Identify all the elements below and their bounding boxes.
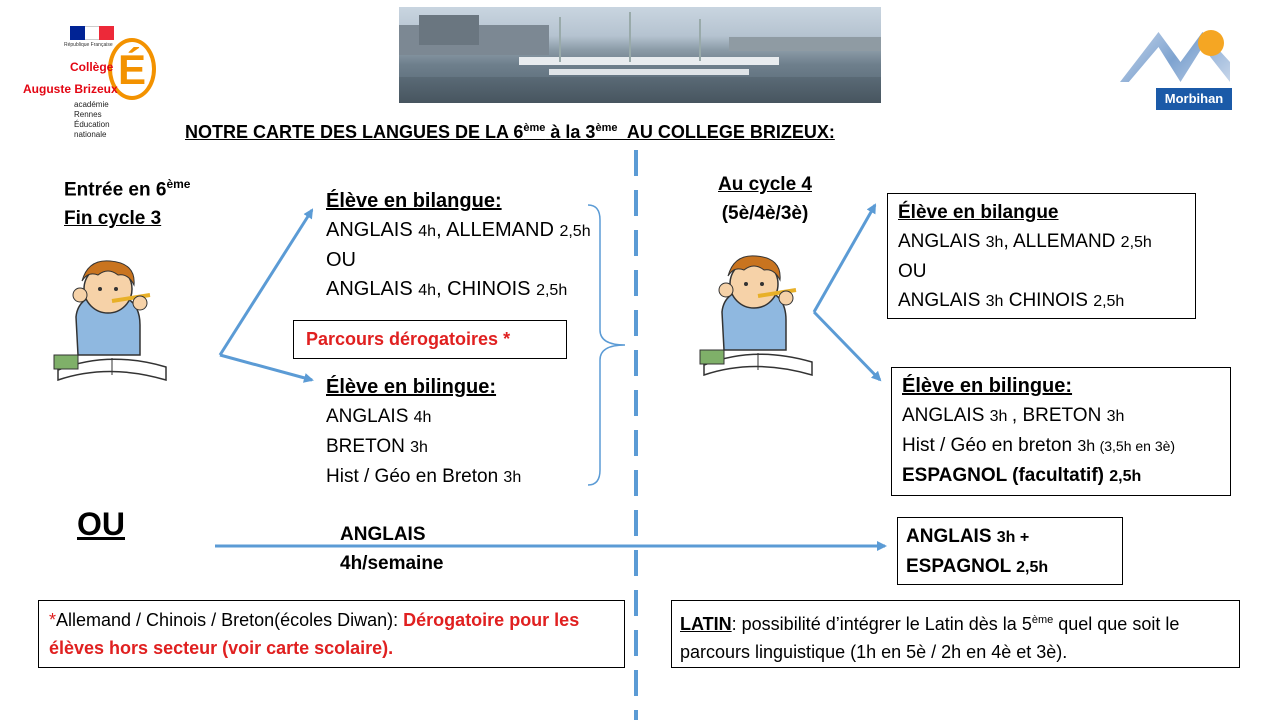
harbor-photo <box>399 7 881 103</box>
left-bilangue-block: Élève en bilangue: ANGLAIS 4h, ALLEMAND 2,5h OU ANGLAIS 4h, CHINOIS 2,5h <box>326 187 591 305</box>
morbihan-label: Morbihan <box>1156 88 1232 110</box>
academie-text: académie Rennes Éducation nationale <box>74 100 110 139</box>
left-bilingue-title: Élève en bilingue: <box>326 376 497 398</box>
college-logo <box>20 24 170 150</box>
entry-label: Entrée en 6ème Fin cycle 3 <box>64 170 190 233</box>
footer-derogation-box: *Allemand / Chinois / Breton(écoles Diwan): Dérogatoire pour les élèves hors secteur (voir carte scolaire). <box>38 600 625 668</box>
page-title: NOTRE CARTE DES LANGUES DE LA 6ème à la 3ème AU COLLEGE BRIZEUX: <box>185 122 835 142</box>
republique-text: République Française <box>64 42 113 48</box>
parcours-derogatoires-box: Parcours dérogatoires * <box>293 320 567 359</box>
anglais-4h-label: ANGLAIS 4h/semaine <box>340 524 444 574</box>
left-bilangue-title: Élève en bilangue: <box>326 190 502 212</box>
college-name-2: Auguste Brizeux <box>23 82 118 96</box>
republique-flag <box>70 26 114 40</box>
left-bilingue-block: Élève en bilingue: ANGLAIS 4h BRETON 3h Hist / Géo en Breton 3h <box>326 373 521 492</box>
ou-label: OU <box>77 506 125 542</box>
morbihan-logo <box>1120 12 1260 112</box>
cycle-4-label: Au cycle 4 (5è/4è/3è) <box>718 174 812 224</box>
brace <box>588 205 625 485</box>
fin-cycle-3: Fin cycle 3 <box>64 208 162 230</box>
student-reading-illustration <box>48 255 173 383</box>
arrow-right-up <box>814 205 875 312</box>
arrow-right-down <box>814 312 880 380</box>
anglais-espagnol-box: ANGLAIS 3h + ESPAGNOL 2,5h <box>897 517 1123 585</box>
student-reading-illustration-2 <box>694 250 819 378</box>
footer-latin-box: LATIN: possibilité d’intégrer le Latin dès la 5ème quel que soit le parcours linguistique (1h en 5è / 2h en 4è et 3è). <box>671 600 1240 668</box>
right-bilingue-box: Élève en bilingue: ANGLAIS 3h , BRETON 3h Hist / Géo en breton 3h (3,5h en 3è) ESPAGNOL (facultatif) 2,5h <box>891 367 1231 496</box>
right-bilangue-box: Élève en bilangue ANGLAIS 3h, ALLEMAND 2,5h OU ANGLAIS 3h CHINOIS 2,5h <box>887 193 1196 319</box>
college-e-letter: É <box>108 38 156 100</box>
college-name-1: Collège <box>70 60 114 74</box>
